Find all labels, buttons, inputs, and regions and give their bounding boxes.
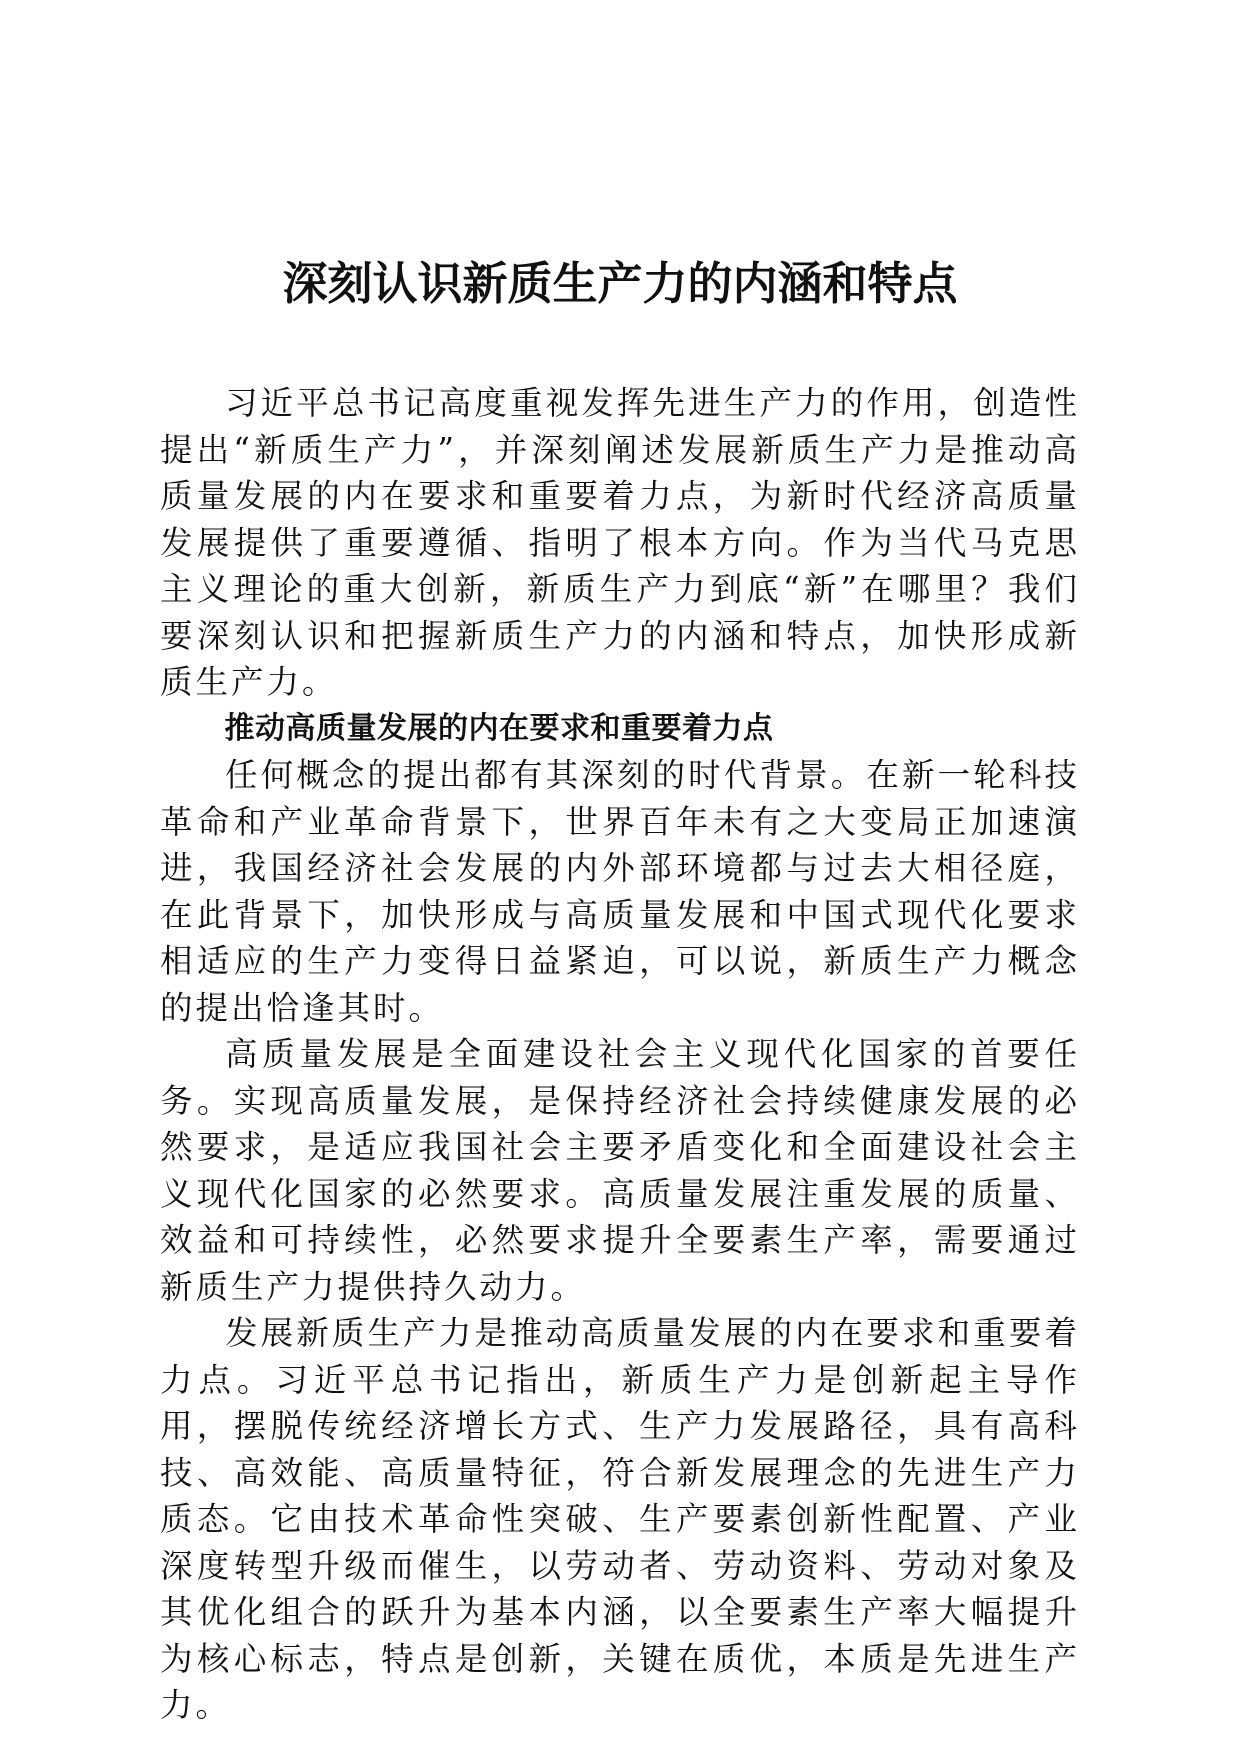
body-paragraph-background: 任何概念的提出都有其深刻的时代背景。在新一轮科技革命和产业革命背景下，世界百年未有之大变局正加速演进，我国经济社会发展的内外部环境都与过去大相径庭，在此背景下，加快形成与高质量发展和中国式现代化要求相适应的生产力变得日益紧迫，可以说，新质生产力概念的提出恰逢其时。 [160,756,1080,1027]
document-title: 深刻认识新质生产力的内涵和特点 [282,257,958,310]
body-paragraph-new-productivity: 发展新质生产力是推动高质量发展的内在要求和重要着力点。习近平总书记指出，新质生产力是创新起主导作用，摆脱传统经济增长方式、生产力发展路径，具有高科技、高效能、高质量特征，符合新发展理念的先进生产力质态。它由技术革命性突破、生产要素创新性配置、产业深度转型升级而催生，以劳动者、劳动资料、劳动对象及其优化组合的跃升为基本内涵，以全要素生产率大幅提升为核心标志，特点是创新，关键在质优，本质是先进生产力。 [160,1314,1080,1724]
document-body [160,380,1080,1729]
intro-paragraph: 习近平总书记高度重视发挥先进生产力的作用，创造性提出“新质生产力”，并深刻阐述发展新质生产力是推动高质量发展的内在要求和重要着力点，为新时代经济高质量发展提供了重要遵循、指明了根本方向。作为当代马克思主义理论的重大创新，新质生产力到底“新”在哪里？我们要深刻认识和把握新质生产力的内涵和特点，加快形成新质生产力。 [160,384,1080,701]
body-paragraph-high-quality: 高质量发展是全面建设社会主义现代化国家的首要任务。实现高质量发展，是保持经济社会持续健康发展的必然要求，是适应我国社会主要矛盾变化和全面建设社会主义现代化国家的必然要求。高质量发展注重发展的质量、效益和可持续性，必然要求提升全要素生产率，需要通过新质生产力提供持久动力。 [160,1035,1080,1306]
section-heading: 推动高质量发展的内在要求和重要着力点 [224,710,774,746]
